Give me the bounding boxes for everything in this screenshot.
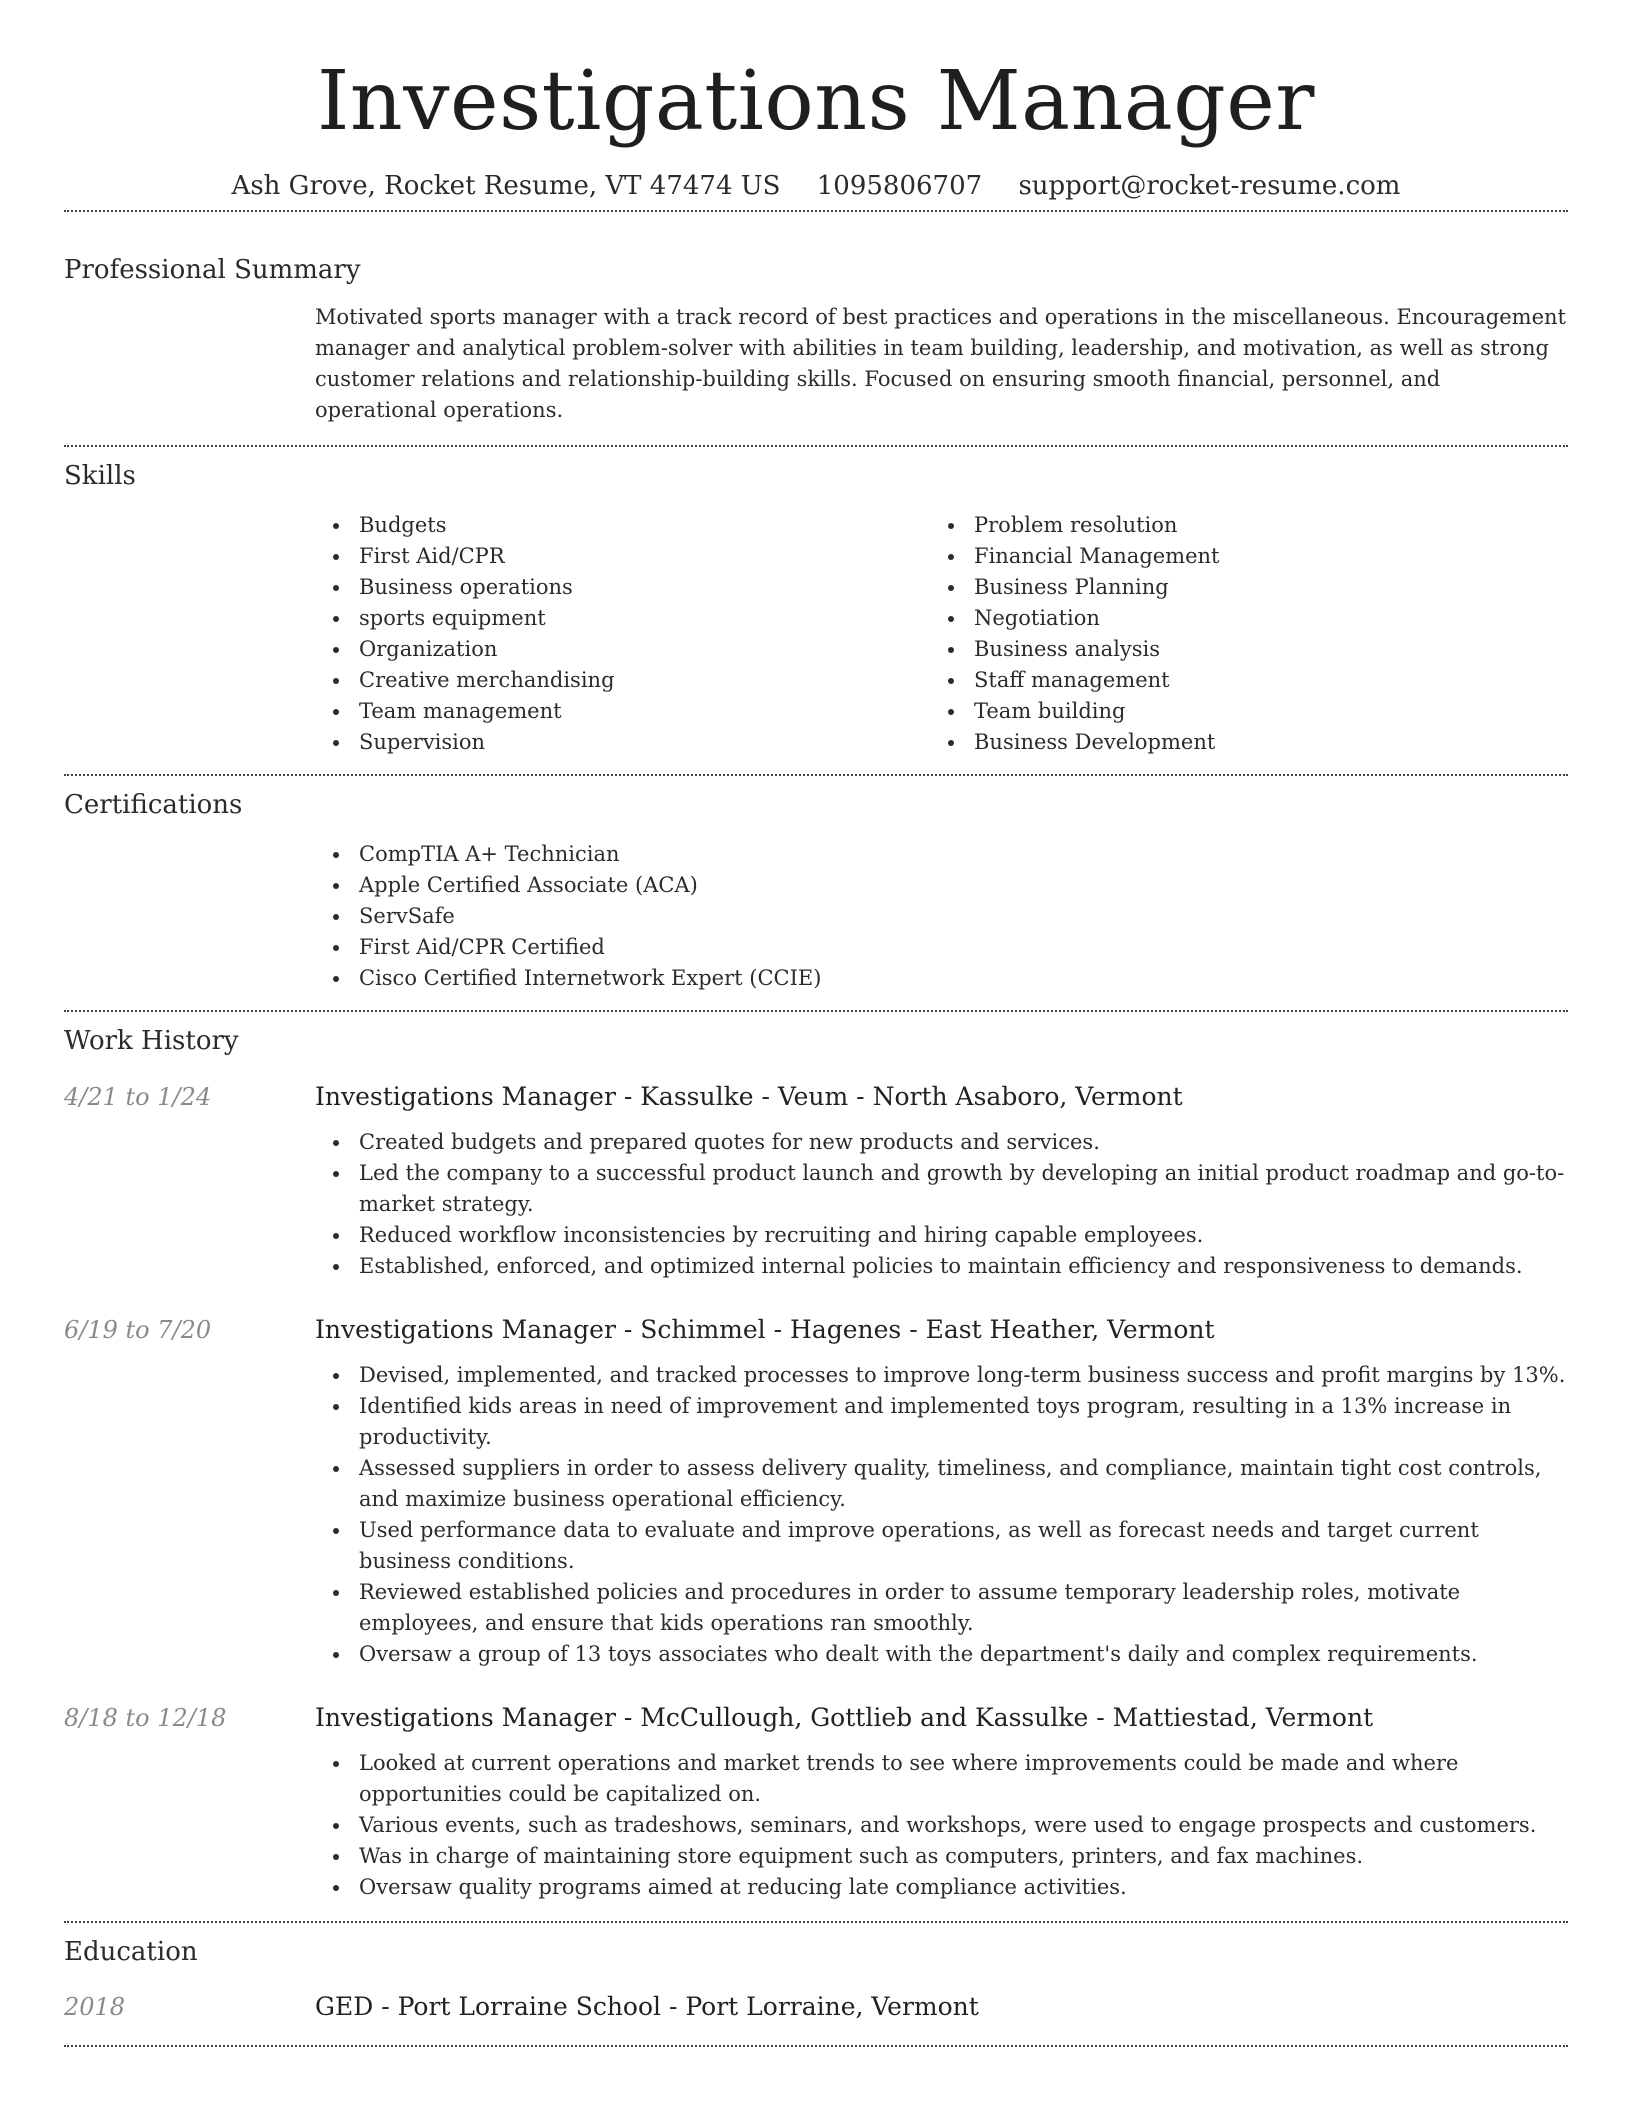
list-item: Organization [315,634,930,665]
list-item: Was in charge of maintaining store equipment such as computers, printers, and fax machines. [315,1841,1568,1872]
list-item: sports equipment [315,603,930,634]
job-bullets [315,1360,1568,1670]
list-item: Established, enforced, and optimized internal policies to maintain efficiency and responsiveness to demands. [315,1251,1568,1282]
list-item: First Aid/CPR [315,541,930,572]
list-item: Created budgets and prepared quotes for new products and services. [315,1127,1568,1158]
list-item: Creative merchandising [315,665,930,696]
list-item: Oversaw quality programs aimed at reducing late compliance activities. [315,1872,1568,1903]
section-title-work-history: Work History [64,1026,239,1056]
section-title-education: Education [64,1937,198,1967]
contact-line [64,152,1568,210]
job-title: Investigations Manager - Kassulke - Veum - North Asaboro, Vermont [315,1082,1183,1111]
list-item: Reviewed established policies and procedures in order to assume temporary leadership roles, motivate employees, and ensure that kids operations ran smoothly. [315,1577,1568,1639]
education-detail: GED - Port Lorraine School - Port Lorraine, Vermont [315,1992,979,2021]
list-item: Budgets [315,510,930,541]
job-entry [64,1700,1568,1903]
list-item: Staff management [930,665,1545,696]
list-item: Identified kids areas in need of improvement and implemented toys program, resulting in a 13% increase in productivity. [315,1391,1568,1453]
list-item: Team building [930,696,1545,727]
list-item: Oversaw a group of 13 toys associates who dealt with the department's daily and complex requirements. [315,1639,1568,1670]
education-section [64,1923,1568,2025]
work-history-section [64,1012,1568,1903]
section-title-summary: Professional Summary [64,255,361,285]
list-item: Assessed suppliers in order to assess delivery quality, timeliness, and compliance, maintain tight cost controls, and maximize business operational efficiency. [315,1453,1568,1515]
list-item: Business Development [930,727,1545,758]
job-dates: 6/19 to 7/20 [64,1316,212,1344]
resume-name: Investigations Manager [317,54,1315,149]
education-entry [64,1989,1568,2025]
list-item: Business Planning [930,572,1545,603]
list-item: Looked at current operations and market trends to see where improvements could be made and where opportunities could be capitalized on. [315,1748,1568,1810]
list-item: Business operations [315,572,930,603]
list-item: Supervision [315,727,930,758]
section-title-certifications: Certifications [64,790,243,820]
list-item: Various events, such as tradeshows, seminars, and workshops, were used to engage prospects and customers. [315,1810,1568,1841]
contact-phone: 1095806707 [816,171,983,201]
job-bullets [315,1748,1568,1903]
list-item: Problem resolution [930,510,1545,541]
job-bullets [315,1127,1568,1282]
skills-list-right [930,510,1545,758]
job-title: Investigations Manager - Schimmel - Hagenes - East Heather, Vermont [315,1315,1215,1344]
list-item: CompTIA A+ Technician [315,839,1568,870]
list-item: Apple Certified Associate (ACA) [315,870,1568,901]
list-item: Team management [315,696,930,727]
certifications-list [315,839,1568,994]
divider [64,2045,1568,2047]
job-entry [64,1312,1568,1670]
job-dates: 8/18 to 12/18 [64,1704,227,1732]
list-item: First Aid/CPR Certified [315,932,1568,963]
resume-page [64,0,1568,2047]
education-year: 2018 [64,1993,126,2021]
list-item: Cisco Certified Internetwork Expert (CCIE) [315,963,1568,994]
job-dates: 4/21 to 1/24 [64,1083,212,1111]
list-item: Led the company to a successful product launch and growth by developing an initial product roadmap and go-to-market strategy. [315,1158,1568,1220]
list-item: Used performance data to evaluate and improve operations, as well as forecast needs and target current business conditions. [315,1515,1568,1577]
job-entry [64,1079,1568,1282]
skills-list-left [315,510,930,758]
list-item: ServSafe [315,901,1568,932]
certifications-section [64,776,1568,994]
contact-email: support@rocket-resume.com [1018,171,1401,201]
list-item: Financial Management [930,541,1545,572]
section-title-skills: Skills [64,461,136,491]
job-title: Investigations Manager - McCullough, Gottlieb and Kassulke - Mattiestad, Vermont [315,1703,1374,1732]
contact-address: Ash Grove, Rocket Resume, VT 47474 US [231,171,781,201]
list-item: Reduced workflow inconsistencies by recruiting and hiring capable employees. [315,1220,1568,1251]
list-item: Devised, implemented, and tracked processes to improve long-term business success and profit margins by 13%. [315,1360,1568,1391]
skills-section [64,447,1568,758]
list-item: Negotiation [930,603,1545,634]
summary-section [64,212,1568,426]
skills-columns [315,510,1568,758]
list-item: Business analysis [930,634,1545,665]
summary-text: Motivated sports manager with a track record of best practices and operations in the miscellaneous. Encouragement manager and analytical problem-solver with abilities in team building, leadership, and motivation, as well as strong customer relations and relationship-building skills. Focused on ensuring smooth financial, personnel, and operational operations. [315,305,1566,422]
